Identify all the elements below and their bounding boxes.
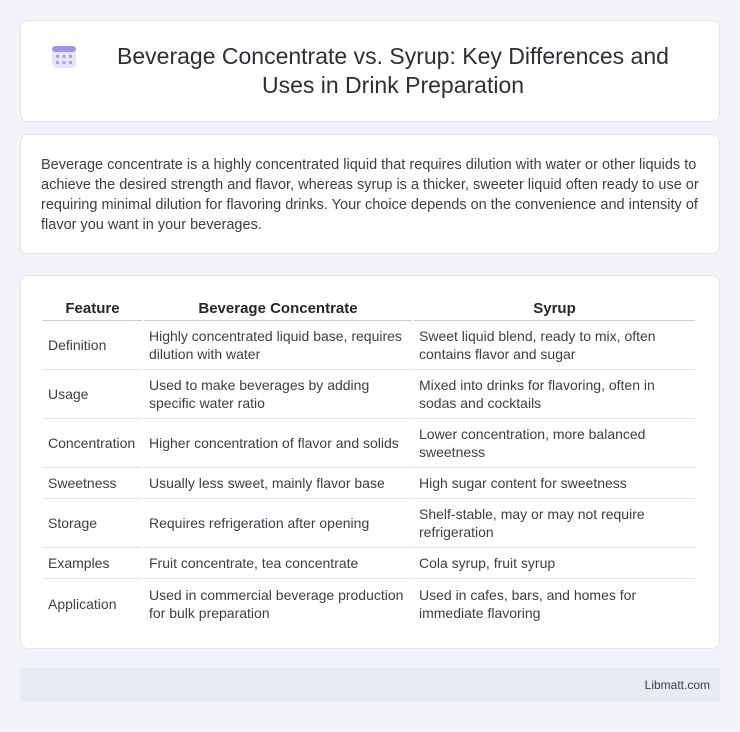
table-row	[43, 321, 695, 370]
footer	[20, 668, 720, 702]
header-beverage-concentrate: Beverage Concentrate	[144, 298, 412, 321]
syrup-cell: Mixed into drinks for flavoring, often in sodas and cocktails	[414, 370, 695, 419]
feature-cell: Storage	[43, 499, 142, 548]
comparison-table	[41, 298, 697, 628]
table-row	[43, 468, 695, 499]
concentrate-cell: Highly concentrated liquid base, requires dilution with water	[144, 321, 412, 370]
header-syrup: Syrup	[414, 298, 695, 321]
feature-cell: Definition	[43, 321, 142, 370]
table-row	[43, 579, 695, 628]
syrup-cell: Sweet liquid blend, ready to mix, often contains flavor and sugar	[414, 321, 695, 370]
syrup-cell: Used in cafes, bars, and homes for immediate flavoring	[419, 586, 637, 621]
page-title: Beverage Concentrate vs. Syrup: Key Differences and Uses in Drink Preparation	[117, 43, 669, 98]
table-row	[43, 419, 695, 468]
comparison-table-card	[20, 275, 720, 649]
table-row	[43, 499, 695, 548]
table-header-row	[43, 298, 695, 321]
intro-text: Beverage concentrate is a highly concentrated liquid that requires dilution with water or other liquids to achieve the desired strength and flavor, whereas syrup is a thicker, sweeter liquid often ready to use or requiring minimal dilution for flavoring drinks. Your choice depends on the convenience and intensity of flavor you want in your beverages.	[41, 157, 699, 233]
table-row	[43, 548, 695, 579]
title-wrap	[51, 42, 689, 100]
feature-cell: Examples	[43, 548, 142, 579]
feature-cell: Concentration	[43, 419, 142, 468]
feature-cell: Application	[48, 595, 117, 612]
header-feature: Feature	[43, 298, 142, 321]
syrup-cell: High sugar content for sweetness	[414, 468, 695, 499]
feature-cell: Sweetness	[43, 468, 142, 499]
syrup-cell: Lower concentration, more balanced sweetness	[414, 419, 695, 468]
footer-brand-link[interactable]: Libmatt.com	[644, 678, 710, 692]
table-row	[43, 370, 695, 419]
concentrate-cell: Used in commercial beverage production for bulk preparation	[148, 586, 404, 621]
feature-cell: Usage	[43, 370, 142, 419]
intro-card	[20, 134, 720, 254]
syrup-cell: Cola syrup, fruit syrup	[414, 548, 695, 579]
concentrate-cell: Usually less sweet, mainly flavor base	[144, 468, 412, 499]
concentrate-cell: Fruit concentrate, tea concentrate	[144, 548, 412, 579]
title-card	[20, 20, 720, 122]
calendar-grid-icon	[51, 44, 77, 70]
concentrate-cell: Requires refrigeration after opening	[144, 499, 412, 548]
syrup-cell: Shelf-stable, may or may not require refrigeration	[414, 499, 695, 548]
concentrate-cell: Used to make beverages by adding specific water ratio	[144, 370, 412, 419]
concentrate-cell: Higher concentration of flavor and solids	[144, 419, 412, 468]
